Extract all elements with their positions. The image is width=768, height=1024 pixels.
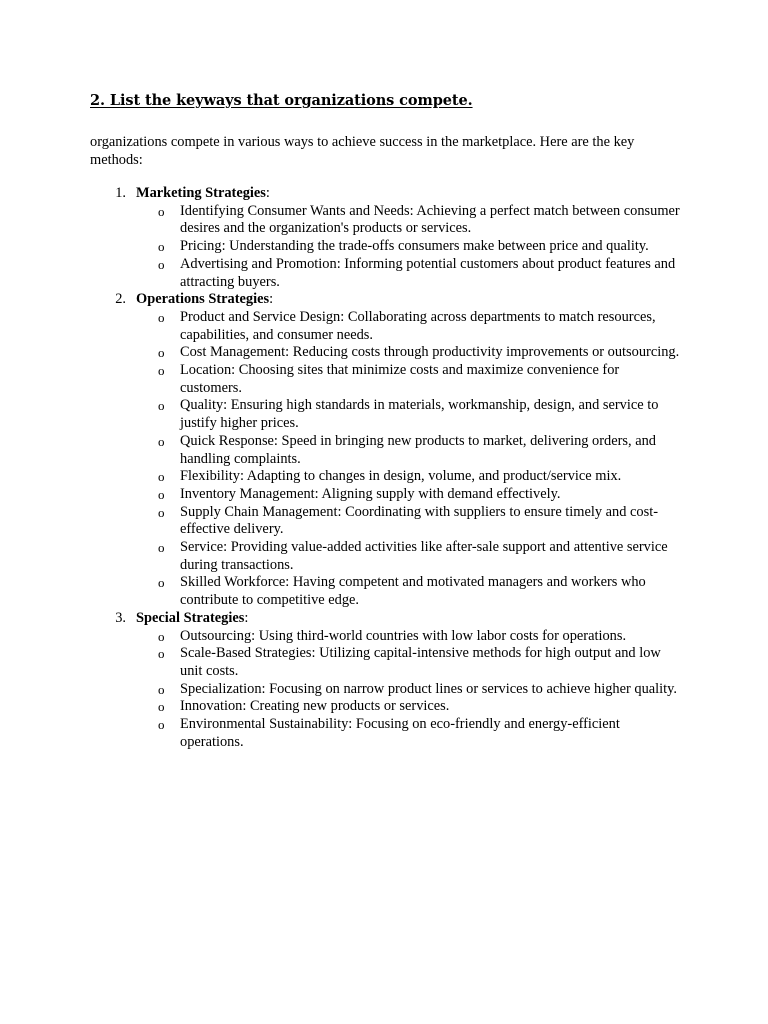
list-item-text: Product and Service Design: Collaborating across departments to match resources, capabilities, and consumer needs. — [180, 308, 656, 343]
section-number: 2. — [115, 291, 126, 308]
strategy-section — [90, 185, 690, 291]
hollow-bullet-icon: o — [158, 575, 165, 591]
section-title-colon: : — [265, 185, 270, 201]
list-item — [90, 309, 680, 344]
list-item-text: Pricing: Understanding the trade-offs consumers make between price and quality. — [180, 238, 649, 255]
list-item — [90, 681, 680, 699]
list-item — [90, 397, 680, 432]
page-heading: 2. List the keyways that organizations compete. — [90, 92, 473, 109]
section-item-list — [90, 203, 690, 292]
section-heading — [90, 291, 690, 309]
list-item — [90, 698, 680, 716]
list-item-text: Specialization: Focusing on narrow product lines or services to achieve higher quality. — [180, 680, 678, 697]
list-item-text: Service: Providing value-added activities like after-sale support and attentive service during transactions. — [180, 539, 668, 573]
strategy-list — [90, 185, 690, 752]
hollow-bullet-icon: o — [158, 681, 165, 697]
list-item-text: Skilled Workforce: Having competent and motivated managers and workers who contribute to competitive edge. — [180, 574, 646, 609]
hollow-bullet-icon: o — [158, 309, 165, 325]
hollow-bullet-icon: o — [158, 203, 165, 219]
section-number: 1. — [115, 185, 126, 201]
hollow-bullet-icon: o — [158, 540, 165, 556]
intro-paragraph: organizations compete in various ways to achieve success in the marketplace. Here are the key methods: — [90, 134, 635, 168]
hollow-bullet-icon: o — [158, 433, 165, 449]
section-title: Marketing Strategies — [136, 185, 266, 201]
list-item — [90, 256, 680, 291]
strategy-section — [90, 610, 690, 752]
list-item — [90, 716, 680, 751]
list-item-text: Innovation: Creating new products or services. — [180, 698, 450, 715]
section-title-colon: : — [269, 291, 274, 308]
section-item-list — [90, 309, 690, 610]
list-item-text: Quick Response: Speed in bringing new products to market, delivering orders, and handling complaints. — [180, 432, 656, 467]
list-item — [90, 344, 680, 362]
hollow-bullet-icon: o — [158, 504, 165, 520]
hollow-bullet-icon: o — [158, 363, 165, 379]
list-item — [90, 203, 680, 238]
list-item — [90, 574, 680, 609]
hollow-bullet-icon: o — [158, 469, 165, 485]
section-item-list — [90, 628, 690, 752]
list-item-text: Scale-Based Strategies: Utilizing capital-intensive methods for high output and low unit costs. — [180, 645, 661, 679]
list-item-text: Outsourcing: Using third-world countries with low labor costs for operations. — [180, 627, 627, 644]
list-item — [90, 238, 680, 256]
hollow-bullet-icon: o — [158, 699, 165, 715]
list-item-text: Supply Chain Management: Coordinating with suppliers to ensure timely and cost-effective delivery. — [180, 503, 659, 538]
section-title-colon: : — [244, 609, 249, 626]
list-item — [90, 486, 680, 504]
list-item-text: Cost Management: Reducing costs through productivity improvements or outsourcing. — [180, 344, 680, 361]
section-title: Special Strategies — [136, 609, 245, 626]
section-number: 3. — [115, 609, 126, 626]
hollow-bullet-icon: o — [158, 239, 165, 255]
hollow-bullet-icon: o — [158, 256, 165, 272]
list-item-text: Advertising and Promotion: Informing potential customers about product features and attracting buyers. — [180, 255, 676, 290]
hollow-bullet-icon: o — [158, 628, 165, 644]
list-item — [90, 645, 680, 680]
list-item-text: Flexibility: Adapting to changes in design, volume, and product/service mix. — [180, 468, 622, 485]
section-heading — [90, 185, 690, 203]
list-item-text: Inventory Management: Aligning supply with demand effectively. — [180, 485, 561, 502]
hollow-bullet-icon: o — [158, 398, 165, 414]
hollow-bullet-icon: o — [158, 717, 165, 733]
list-item-text: Environmental Sustainability: Focusing on eco-friendly and energy-efficient operations. — [180, 716, 620, 750]
list-item — [90, 539, 680, 574]
list-item — [90, 362, 680, 397]
hollow-bullet-icon: o — [158, 646, 165, 662]
section-title: Operations Strategies — [136, 291, 270, 308]
strategy-section — [90, 291, 690, 610]
hollow-bullet-icon: o — [158, 345, 165, 361]
list-item — [90, 468, 680, 486]
list-item — [90, 628, 680, 646]
list-item-text: Identifying Consumer Wants and Needs: Achieving a perfect match between consumer desires and the organization's products or services. — [180, 202, 680, 237]
section-heading — [90, 610, 690, 628]
list-item-text: Quality: Ensuring high standards in materials, workmanship, design, and service to justify higher prices. — [180, 397, 659, 432]
list-item — [90, 433, 680, 468]
list-item — [90, 504, 680, 539]
list-item-text: Location: Choosing sites that minimize costs and maximize convenience for customers. — [180, 362, 620, 396]
hollow-bullet-icon: o — [158, 486, 165, 502]
